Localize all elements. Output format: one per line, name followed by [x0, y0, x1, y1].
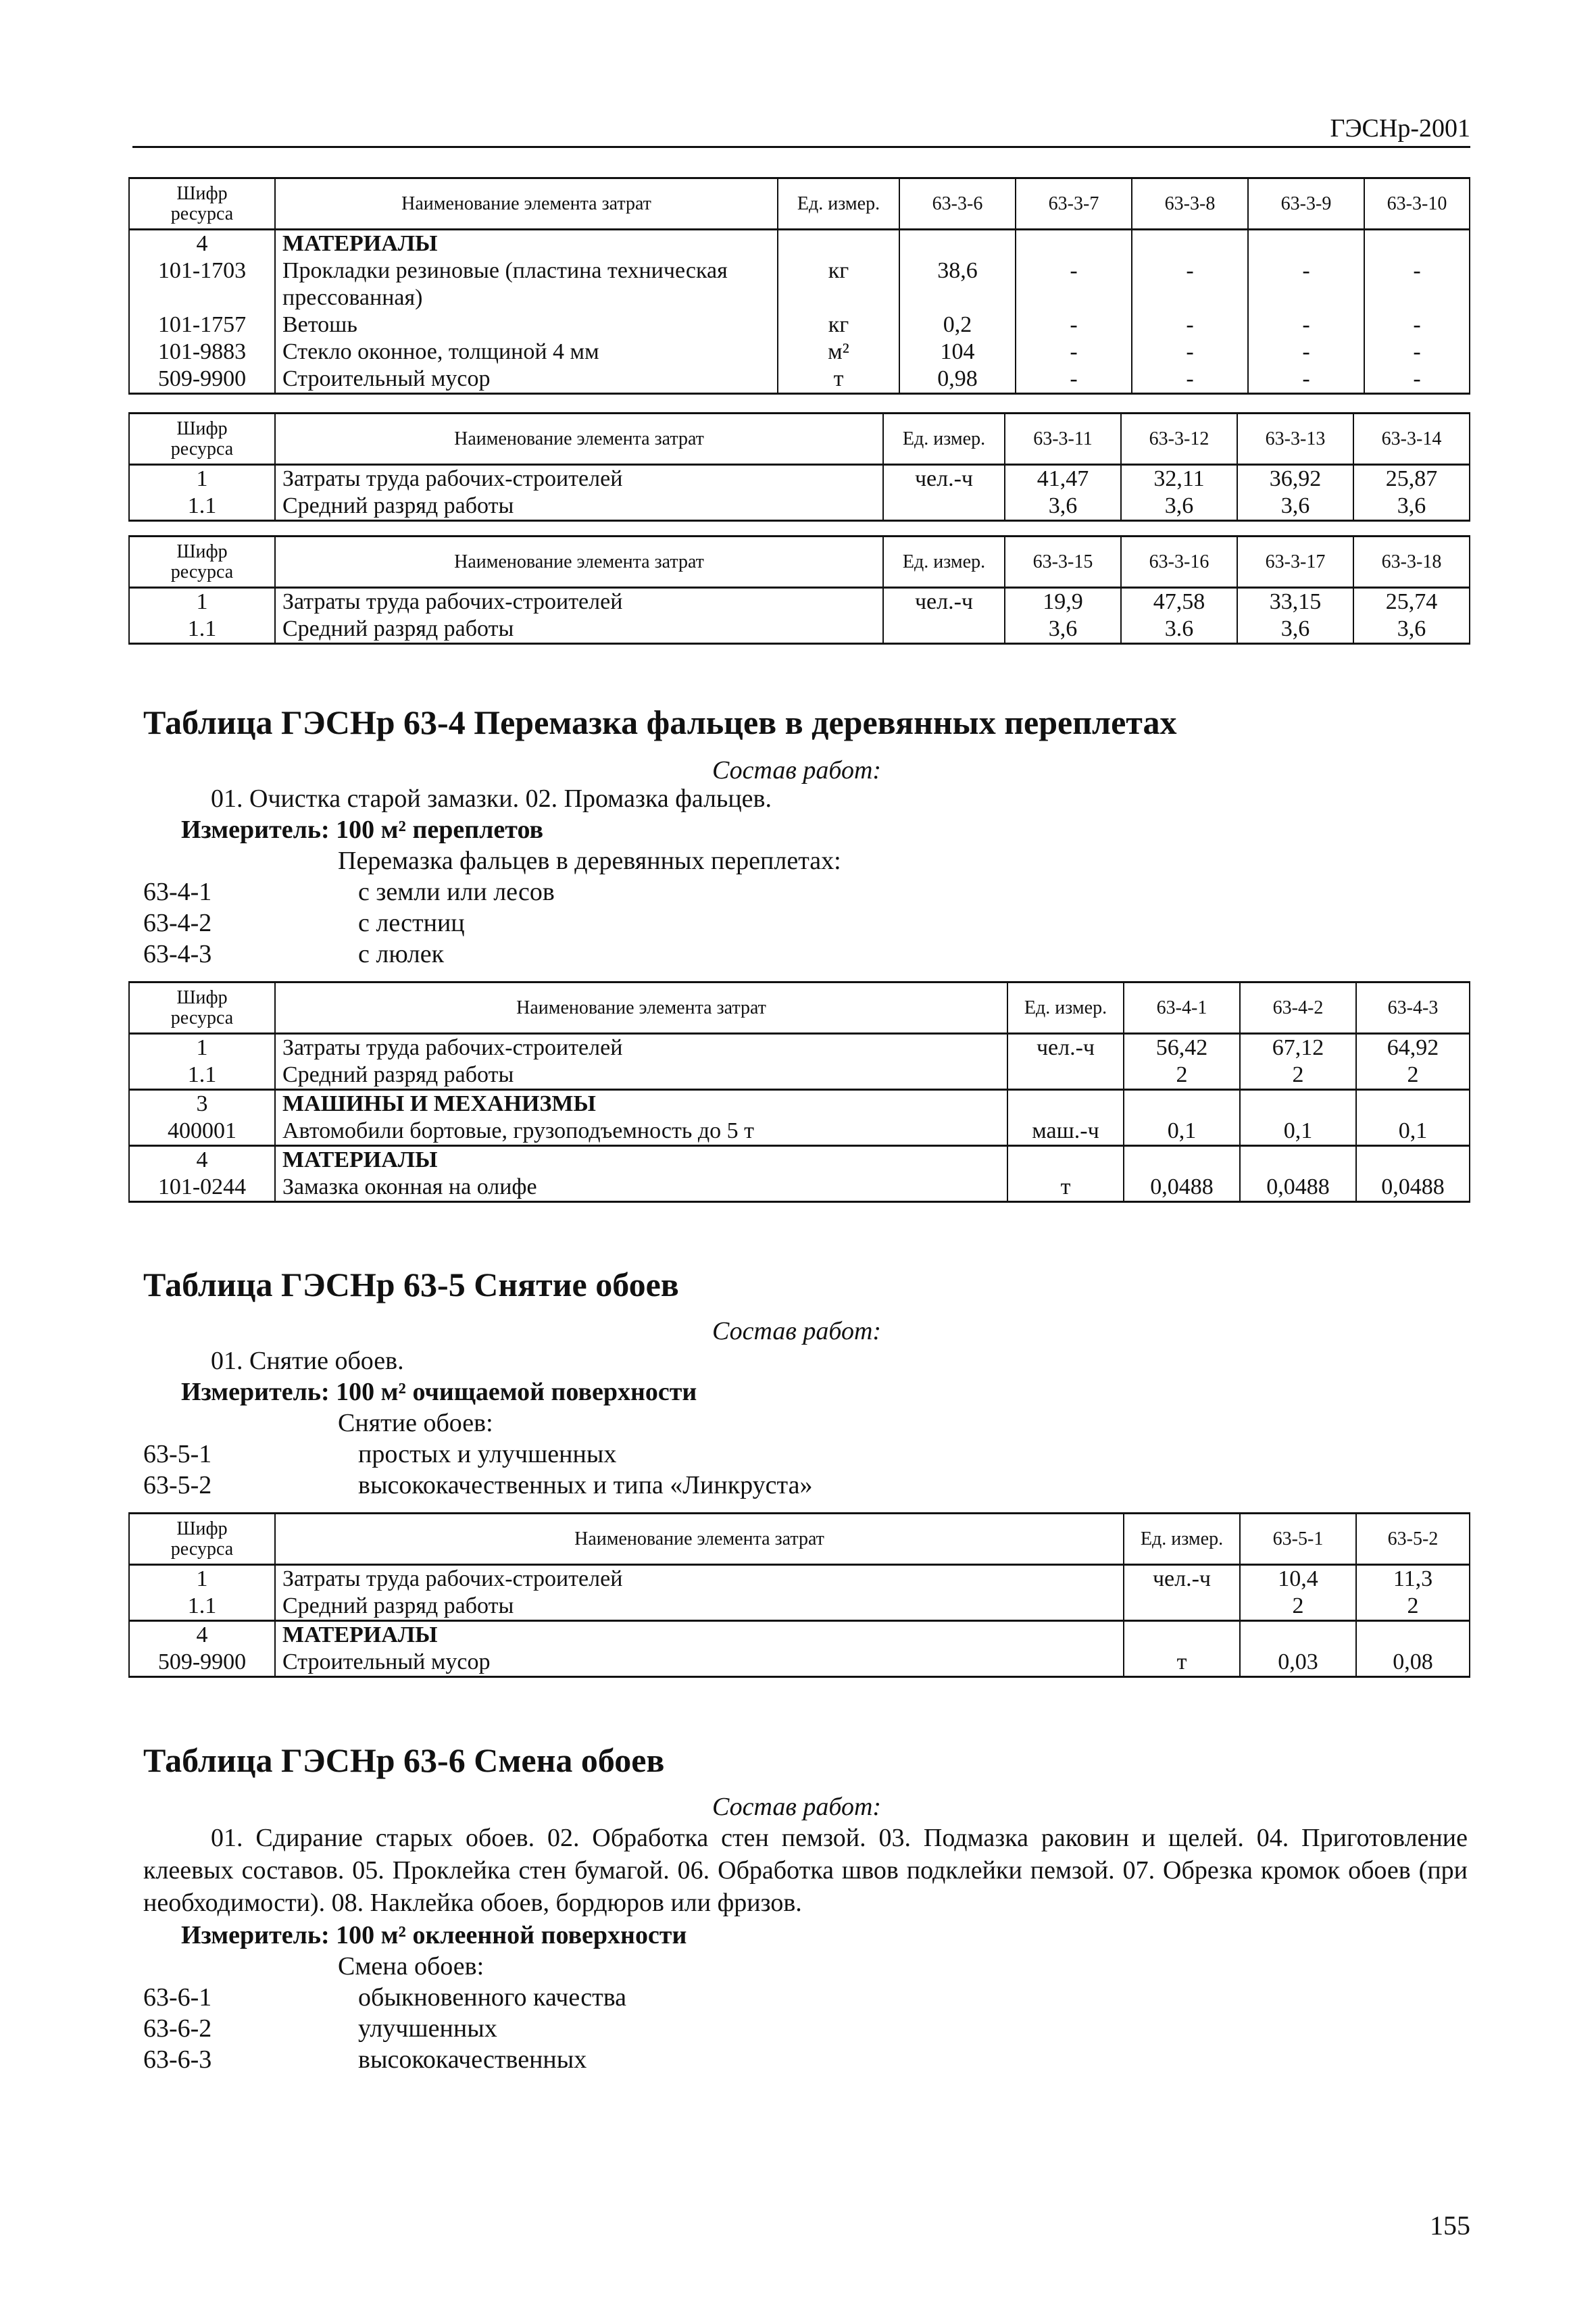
meter-label: Измеритель: [181, 1921, 330, 1949]
work-composition-label: Состав работ: [712, 1793, 882, 1821]
work-composition-label: Состав работ: [712, 1317, 882, 1345]
cell-value [1124, 1090, 1240, 1118]
table-row [129, 1565, 1470, 1593]
col-header-unit: Ед. измер. [778, 178, 899, 230]
cell-value: 25,74 [1353, 588, 1470, 616]
cell-code: 1 [129, 465, 275, 493]
col-header: 63-3-18 [1353, 537, 1470, 588]
cell-unit: чел.-ч [1124, 1565, 1240, 1593]
cell-value: - [1016, 339, 1132, 366]
cell-unit [1007, 1146, 1124, 1174]
table-63-3-labor-b [128, 535, 1470, 645]
cell-value: 2 [1356, 1593, 1470, 1621]
meter-line [181, 1377, 697, 1407]
item-text: с земли или лесов [358, 878, 555, 906]
item-text: простых и улучшенных [358, 1440, 617, 1468]
cell-value: 3,6 [1005, 616, 1121, 644]
cell-unit: кг [778, 312, 899, 339]
cell-value [1124, 1146, 1240, 1174]
item-code: 63-4-2 [143, 909, 212, 937]
col-header: 63-3-8 [1132, 178, 1248, 230]
cell-value: - [1016, 312, 1132, 339]
item-text: высококачественных [358, 2045, 587, 2074]
cell-value: 36,92 [1237, 465, 1353, 493]
cell-code: 509-9900 [129, 366, 275, 394]
item-code: 63-6-1 [143, 1983, 212, 2012]
cell-value: 0,0488 [1356, 1174, 1470, 1202]
group-title: Снятие обоев: [338, 1409, 493, 1437]
cell-code: 101-1703 [129, 257, 275, 312]
item-code: 63-5-2 [143, 1471, 212, 1499]
cell-value: 10,4 [1240, 1565, 1356, 1593]
cell-value: 0,98 [899, 366, 1016, 394]
cell-code: 1.1 [129, 1062, 275, 1090]
table-row [129, 1593, 1470, 1621]
cell-value: 2 [1356, 1062, 1470, 1090]
cell-value: - [1132, 366, 1248, 394]
table-row [129, 493, 1470, 521]
col-header: 63-3-16 [1121, 537, 1237, 588]
cell-code: 101-1757 [129, 312, 275, 339]
cell-unit [1007, 1090, 1124, 1118]
cell-value: 11,3 [1356, 1565, 1470, 1593]
col-header-name: Наименование элемента затрат [275, 1514, 1124, 1565]
col-header-unit: Ед. измер. [1124, 1514, 1240, 1565]
cell-value: 3,6 [1237, 493, 1353, 521]
cell-code: 4 [129, 1146, 275, 1174]
cell-name: Затраты труда рабочих-строителей [275, 588, 883, 616]
cell-name: Средний разряд работы [275, 493, 883, 521]
cell-value: 56,42 [1124, 1034, 1240, 1062]
cell-value: 19,9 [1005, 588, 1121, 616]
cell-code: 1.1 [129, 1593, 275, 1621]
cell-value: - [1248, 312, 1364, 339]
cell-unit [1124, 1593, 1240, 1621]
col-header-code: Шифр ресурса [129, 414, 275, 465]
work-composition-label: Состав работ: [712, 756, 882, 785]
cell-name: МАТЕРИАЛЫ [275, 1621, 1124, 1649]
cell-unit [1007, 1062, 1124, 1090]
meter-line [181, 815, 543, 845]
cell-value: - [1248, 257, 1364, 312]
cell-value [1248, 230, 1364, 258]
cell-name: Строительный мусор [275, 1649, 1124, 1677]
cell-value: - [1016, 366, 1132, 394]
col-header: 63-3-12 [1121, 414, 1237, 465]
table-row [129, 1174, 1470, 1202]
cell-code: 1 [129, 1565, 275, 1593]
col-header-code: Шифр ресурса [129, 982, 275, 1034]
cell-value: - [1364, 312, 1470, 339]
cell-name: Затраты труда рабочих-строителей [275, 1034, 1007, 1062]
group-title: Смена обоев: [338, 1952, 484, 1981]
cell-value [1240, 1146, 1356, 1174]
col-header-name: Наименование элемента затрат [275, 982, 1007, 1034]
col-header: 63-3-9 [1248, 178, 1364, 230]
item-text: с лестниц [358, 909, 465, 937]
cell-unit: т [1124, 1649, 1240, 1677]
cell-name: Стекло оконное, толщиной 4 мм [275, 339, 778, 366]
meter-line [181, 1920, 687, 1950]
cell-value: - [1248, 366, 1364, 394]
table-63-4 [128, 981, 1470, 1203]
cell-value: - [1364, 366, 1470, 394]
cell-value [1016, 230, 1132, 258]
col-header: 63-4-1 [1124, 982, 1240, 1034]
section-title-63-4: Таблица ГЭСНр 63-4 Перемазка фальцев в деревянных переплетах [143, 703, 1177, 741]
cell-unit: чел.-ч [883, 465, 1005, 493]
cell-value: 0,1 [1356, 1118, 1470, 1146]
col-header: 63-5-1 [1240, 1514, 1356, 1565]
col-header-name: Наименование элемента затрат [275, 414, 883, 465]
cell-value [1240, 1090, 1356, 1118]
item-text: высококачественных и типа «Линкруста» [358, 1471, 813, 1499]
cell-value [1356, 1090, 1470, 1118]
table-row [129, 1621, 1470, 1649]
header-rule [132, 146, 1470, 148]
item-text: улучшенных [358, 2014, 497, 2043]
section-title-63-6: Таблица ГЭСНр 63-6 Смена обоев [143, 1741, 665, 1779]
cell-name: Ветошь [275, 312, 778, 339]
document-code: ГЭСНр-2001 [1330, 114, 1470, 143]
table-63-5 [128, 1512, 1470, 1678]
meter-label: Измеритель: [181, 1378, 330, 1406]
col-header: 63-3-13 [1237, 414, 1353, 465]
cell-name: Затраты труда рабочих-строителей [275, 1565, 1124, 1593]
cell-value [1356, 1146, 1470, 1174]
cell-value: 0,08 [1356, 1649, 1470, 1677]
cell-name: Затраты труда рабочих-строителей [275, 465, 883, 493]
cell-name: Автомобили бортовые, грузоподъемность до 5 т [275, 1118, 1007, 1146]
meter-label: Измеритель: [181, 816, 330, 844]
cell-value: 47,58 [1121, 588, 1237, 616]
cell-value: 33,15 [1237, 588, 1353, 616]
cell-code: 1.1 [129, 493, 275, 521]
cell-value: 3,6 [1237, 616, 1353, 644]
cell-code: 101-9883 [129, 339, 275, 366]
cell-value: 104 [899, 339, 1016, 366]
cell-name: МАТЕРИАЛЫ [275, 230, 778, 258]
cell-name: Средний разряд работы [275, 1593, 1124, 1621]
cell-value: 2 [1240, 1062, 1356, 1090]
item-text: с люлек [358, 940, 445, 968]
col-header-code: Шифр ресурса [129, 1514, 275, 1565]
col-header: 63-3-6 [899, 178, 1016, 230]
cell-name: МАТЕРИАЛЫ [275, 1146, 1007, 1174]
cell-code: 101-0244 [129, 1174, 275, 1202]
table-63-3-materials [128, 177, 1470, 395]
cell-value: 2 [1124, 1062, 1240, 1090]
meter-value: 100 м² оклеенной поверхности [336, 1921, 687, 1949]
cell-code: 400001 [129, 1118, 275, 1146]
cell-code: 4 [129, 1621, 275, 1649]
table-row [129, 366, 1470, 394]
table-row [129, 1146, 1470, 1174]
group-title: Перемазка фальцев в деревянных переплетах: [338, 847, 841, 875]
cell-value: 64,92 [1356, 1034, 1470, 1062]
cell-value: - [1016, 257, 1132, 312]
item-code: 63-6-3 [143, 2045, 212, 2074]
col-header: 63-3-11 [1005, 414, 1121, 465]
table-row [129, 1034, 1470, 1062]
work-composition-text: 01. Очистка старой замазки. 02. Промазка фальцев. [211, 785, 772, 813]
table-63-3-labor-a [128, 412, 1470, 522]
work-composition-text: 01. Снятие обоев. [211, 1347, 404, 1375]
cell-value: - [1132, 339, 1248, 366]
table-row [129, 616, 1470, 644]
cell-value: 38,6 [899, 257, 1016, 312]
cell-code: 1 [129, 588, 275, 616]
col-header-code: Шифр ресурса [129, 537, 275, 588]
cell-name: МАШИНЫ И МЕХАНИЗМЫ [275, 1090, 1007, 1118]
cell-value: 0,1 [1124, 1118, 1240, 1146]
cell-value [899, 230, 1016, 258]
cell-value: 0,0488 [1124, 1174, 1240, 1202]
item-code: 63-6-2 [143, 2014, 212, 2043]
cell-value: 32,11 [1121, 465, 1237, 493]
table-row [129, 1062, 1470, 1090]
page-number: 155 [1430, 2210, 1470, 2241]
table-row [129, 230, 1470, 258]
col-header: 63-3-15 [1005, 537, 1121, 588]
cell-value [1132, 230, 1248, 258]
table-row [129, 312, 1470, 339]
col-header-name: Наименование элемента затрат [275, 178, 778, 230]
cell-code: 3 [129, 1090, 275, 1118]
col-header: 63-4-2 [1240, 982, 1356, 1034]
cell-value: 3,6 [1353, 493, 1470, 521]
col-header: 63-3-14 [1353, 414, 1470, 465]
cell-code: 4 [129, 230, 275, 258]
cell-value [1240, 1621, 1356, 1649]
cell-unit: чел.-ч [883, 588, 1005, 616]
table-row [129, 257, 1470, 312]
item-text: обыкновенного качества [358, 1983, 626, 2012]
item-code: 63-4-3 [143, 940, 212, 968]
cell-value: 3,6 [1121, 493, 1237, 521]
cell-unit [883, 616, 1005, 644]
col-header: 63-3-17 [1237, 537, 1353, 588]
cell-unit: чел.-ч [1007, 1034, 1124, 1062]
col-header-unit: Ед. измер. [883, 537, 1005, 588]
cell-unit [1124, 1621, 1240, 1649]
col-header: 63-5-2 [1356, 1514, 1470, 1565]
meter-value: 100 м² очищаемой поверхности [336, 1378, 697, 1406]
meter-value: 100 м² переплетов [336, 816, 544, 844]
cell-unit: м² [778, 339, 899, 366]
cell-unit [778, 230, 899, 258]
cell-value: 0,03 [1240, 1649, 1356, 1677]
cell-name: Замазка оконная на олифе [275, 1174, 1007, 1202]
cell-name: Средний разряд работы [275, 1062, 1007, 1090]
col-header: 63-3-7 [1016, 178, 1132, 230]
cell-value: 0,2 [899, 312, 1016, 339]
work-composition-text: 01. Сдирание старых обоев. 02. Обработка стен пемзой. 03. Подмазка раковин и щелей. 04. Приготовление клеевых составов. 05. Проклейка стен бумагой. 06. Обработка швов подклейки пемзой. 07. Обрезка кромок обоев (при необходимости). 08. Наклейка обоев, бордюров или фризов. [143, 1824, 1468, 1917]
cell-value: - [1132, 257, 1248, 312]
cell-value: 0,1 [1240, 1118, 1356, 1146]
table-row [129, 1118, 1470, 1146]
cell-value [1364, 230, 1470, 258]
cell-value: 2 [1240, 1593, 1356, 1621]
col-header-unit: Ед. измер. [883, 414, 1005, 465]
col-header: 63-4-3 [1356, 982, 1470, 1034]
cell-value: 3,6 [1005, 493, 1121, 521]
item-code: 63-4-1 [143, 878, 212, 906]
cell-name: Строительный мусор [275, 366, 778, 394]
cell-value: 3.6 [1121, 616, 1237, 644]
cell-code: 1.1 [129, 616, 275, 644]
cell-unit: кг [778, 257, 899, 312]
table-row [129, 588, 1470, 616]
col-header-unit: Ед. измер. [1007, 982, 1124, 1034]
cell-value: 0,0488 [1240, 1174, 1356, 1202]
col-header-code: Шифр ресурса [129, 178, 275, 230]
cell-value: 25,87 [1353, 465, 1470, 493]
cell-value: 41,47 [1005, 465, 1121, 493]
cell-value [1356, 1621, 1470, 1649]
cell-unit [883, 493, 1005, 521]
cell-code: 1 [129, 1034, 275, 1062]
col-header: 63-3-10 [1364, 178, 1470, 230]
cell-unit: маш.-ч [1007, 1118, 1124, 1146]
table-row [129, 339, 1470, 366]
cell-name: Средний разряд работы [275, 616, 883, 644]
table-row [129, 1649, 1470, 1677]
cell-name: Прокладки резиновые (пластина техническая прессованная) [275, 257, 778, 312]
cell-value: - [1132, 312, 1248, 339]
cell-value: 3,6 [1353, 616, 1470, 644]
item-code: 63-5-1 [143, 1440, 212, 1468]
cell-value: 67,12 [1240, 1034, 1356, 1062]
cell-value: - [1364, 257, 1470, 312]
cell-code: 509-9900 [129, 1649, 275, 1677]
table-row [129, 465, 1470, 493]
cell-unit: т [1007, 1174, 1124, 1202]
cell-unit: т [778, 366, 899, 394]
cell-value: - [1248, 339, 1364, 366]
section-title-63-5: Таблица ГЭСНр 63-5 Снятие обоев [143, 1266, 679, 1303]
cell-value: - [1364, 339, 1470, 366]
col-header-name: Наименование элемента затрат [275, 537, 883, 588]
table-row [129, 1090, 1470, 1118]
